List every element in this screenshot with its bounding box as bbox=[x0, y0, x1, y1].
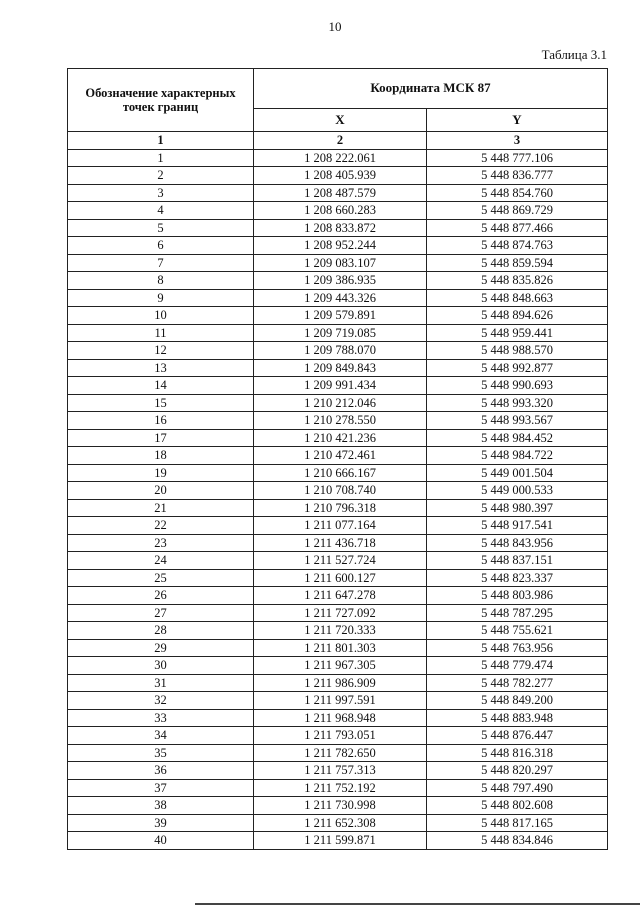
y-coordinate-cell: 5 448 959.441 bbox=[427, 324, 608, 342]
point-number-cell: 32 bbox=[68, 692, 254, 710]
point-number-cell: 35 bbox=[68, 744, 254, 762]
y-coordinate-cell: 5 448 848.663 bbox=[427, 289, 608, 307]
table-row bbox=[68, 289, 608, 307]
point-number-cell: 11 bbox=[68, 324, 254, 342]
header-coordinate-system: Координата МСК 87 bbox=[254, 69, 608, 109]
x-coordinate-cell: 1 211 527.724 bbox=[254, 552, 427, 570]
y-coordinate-cell: 5 448 777.106 bbox=[427, 149, 608, 167]
y-coordinate-cell: 5 449 001.504 bbox=[427, 464, 608, 482]
table-row bbox=[68, 237, 608, 255]
x-coordinate-cell: 1 209 386.935 bbox=[254, 272, 427, 290]
x-coordinate-cell: 1 211 801.303 bbox=[254, 639, 427, 657]
point-number-cell: 9 bbox=[68, 289, 254, 307]
x-coordinate-cell: 1 210 472.461 bbox=[254, 447, 427, 465]
point-number-cell: 15 bbox=[68, 394, 254, 412]
coordinates-table bbox=[67, 68, 608, 850]
table-row bbox=[68, 534, 608, 552]
y-coordinate-cell: 5 449 000.533 bbox=[427, 482, 608, 500]
x-coordinate-cell: 1 208 405.939 bbox=[254, 167, 427, 185]
x-coordinate-cell: 1 208 222.061 bbox=[254, 149, 427, 167]
y-coordinate-cell: 5 448 876.447 bbox=[427, 727, 608, 745]
y-coordinate-cell: 5 448 755.621 bbox=[427, 622, 608, 640]
table-body bbox=[68, 149, 608, 849]
table-row bbox=[68, 744, 608, 762]
point-number-cell: 38 bbox=[68, 797, 254, 815]
y-coordinate-cell: 5 448 823.337 bbox=[427, 569, 608, 587]
table-row bbox=[68, 324, 608, 342]
y-coordinate-cell: 5 448 883.948 bbox=[427, 709, 608, 727]
y-coordinate-cell: 5 448 779.474 bbox=[427, 657, 608, 675]
point-number-cell: 26 bbox=[68, 587, 254, 605]
x-coordinate-cell: 1 211 077.164 bbox=[254, 517, 427, 535]
point-number-cell: 1 bbox=[68, 149, 254, 167]
x-coordinate-cell: 1 209 579.891 bbox=[254, 307, 427, 325]
x-coordinate-cell: 1 210 212.046 bbox=[254, 394, 427, 412]
y-coordinate-cell: 5 448 980.397 bbox=[427, 499, 608, 517]
point-number-cell: 23 bbox=[68, 534, 254, 552]
table-row bbox=[68, 639, 608, 657]
table-row bbox=[68, 797, 608, 815]
x-coordinate-cell: 1 208 660.283 bbox=[254, 202, 427, 220]
table-row bbox=[68, 219, 608, 237]
x-coordinate-cell: 1 211 968.948 bbox=[254, 709, 427, 727]
y-coordinate-cell: 5 448 797.490 bbox=[427, 779, 608, 797]
x-coordinate-cell: 1 208 487.579 bbox=[254, 184, 427, 202]
table-row bbox=[68, 517, 608, 535]
y-coordinate-cell: 5 448 782.277 bbox=[427, 674, 608, 692]
x-coordinate-cell: 1 211 793.051 bbox=[254, 727, 427, 745]
point-number-cell: 27 bbox=[68, 604, 254, 622]
x-coordinate-cell: 1 209 443.326 bbox=[254, 289, 427, 307]
x-coordinate-cell: 1 208 952.244 bbox=[254, 237, 427, 255]
y-coordinate-cell: 5 448 803.986 bbox=[427, 587, 608, 605]
x-coordinate-cell: 1 208 833.872 bbox=[254, 219, 427, 237]
table-row bbox=[68, 447, 608, 465]
y-coordinate-cell: 5 448 990.693 bbox=[427, 377, 608, 395]
table-row bbox=[68, 499, 608, 517]
point-number-cell: 6 bbox=[68, 237, 254, 255]
y-coordinate-cell: 5 448 837.151 bbox=[427, 552, 608, 570]
y-coordinate-cell: 5 448 816.318 bbox=[427, 744, 608, 762]
table-row bbox=[68, 482, 608, 500]
point-number-cell: 21 bbox=[68, 499, 254, 517]
header-y: Y bbox=[427, 109, 608, 132]
x-coordinate-cell: 1 211 436.718 bbox=[254, 534, 427, 552]
x-coordinate-cell: 1 211 600.127 bbox=[254, 569, 427, 587]
point-number-cell: 14 bbox=[68, 377, 254, 395]
table-row bbox=[68, 692, 608, 710]
point-number-cell: 2 bbox=[68, 167, 254, 185]
header-col-number: 2 bbox=[254, 132, 427, 150]
x-coordinate-cell: 1 211 757.313 bbox=[254, 762, 427, 780]
point-number-cell: 20 bbox=[68, 482, 254, 500]
point-number-cell: 16 bbox=[68, 412, 254, 430]
y-coordinate-cell: 5 448 849.200 bbox=[427, 692, 608, 710]
point-number-cell: 29 bbox=[68, 639, 254, 657]
x-coordinate-cell: 1 211 752.192 bbox=[254, 779, 427, 797]
header-x: X bbox=[254, 109, 427, 132]
point-number-cell: 22 bbox=[68, 517, 254, 535]
x-coordinate-cell: 1 209 719.085 bbox=[254, 324, 427, 342]
point-number-cell: 5 bbox=[68, 219, 254, 237]
table-row bbox=[68, 674, 608, 692]
table-row bbox=[68, 412, 608, 430]
table-row bbox=[68, 552, 608, 570]
point-number-cell: 24 bbox=[68, 552, 254, 570]
table-row bbox=[68, 814, 608, 832]
y-coordinate-cell: 5 448 817.165 bbox=[427, 814, 608, 832]
table-row bbox=[68, 202, 608, 220]
point-number-cell: 19 bbox=[68, 464, 254, 482]
x-coordinate-cell: 1 211 727.092 bbox=[254, 604, 427, 622]
point-number-cell: 3 bbox=[68, 184, 254, 202]
point-number-cell: 7 bbox=[68, 254, 254, 272]
x-coordinate-cell: 1 211 782.650 bbox=[254, 744, 427, 762]
x-coordinate-cell: 1 210 278.550 bbox=[254, 412, 427, 430]
table-row bbox=[68, 184, 608, 202]
point-number-cell: 28 bbox=[68, 622, 254, 640]
table-row bbox=[68, 464, 608, 482]
table-row bbox=[68, 272, 608, 290]
header-col-number: 3 bbox=[427, 132, 608, 150]
table-row bbox=[68, 587, 608, 605]
table-row bbox=[68, 604, 608, 622]
y-coordinate-cell: 5 448 992.877 bbox=[427, 359, 608, 377]
point-number-cell: 37 bbox=[68, 779, 254, 797]
y-coordinate-cell: 5 448 802.608 bbox=[427, 797, 608, 815]
x-coordinate-cell: 1 210 421.236 bbox=[254, 429, 427, 447]
x-coordinate-cell: 1 211 986.909 bbox=[254, 674, 427, 692]
point-number-cell: 10 bbox=[68, 307, 254, 325]
x-coordinate-cell: 1 211 720.333 bbox=[254, 622, 427, 640]
table-row bbox=[68, 832, 608, 850]
x-coordinate-cell: 1 211 599.871 bbox=[254, 832, 427, 850]
table-row bbox=[68, 167, 608, 185]
header-point-name: Обозначение характерных точек границ bbox=[68, 69, 254, 132]
table-row bbox=[68, 622, 608, 640]
x-coordinate-cell: 1 209 849.843 bbox=[254, 359, 427, 377]
y-coordinate-cell: 5 448 835.826 bbox=[427, 272, 608, 290]
table-row bbox=[68, 254, 608, 272]
table-row bbox=[68, 149, 608, 167]
table-row bbox=[68, 727, 608, 745]
table-row bbox=[68, 342, 608, 360]
x-coordinate-cell: 1 211 730.998 bbox=[254, 797, 427, 815]
y-coordinate-cell: 5 448 763.956 bbox=[427, 639, 608, 657]
y-coordinate-cell: 5 448 984.722 bbox=[427, 447, 608, 465]
y-coordinate-cell: 5 448 874.763 bbox=[427, 237, 608, 255]
point-number-cell: 13 bbox=[68, 359, 254, 377]
point-number-cell: 30 bbox=[68, 657, 254, 675]
point-number-cell: 40 bbox=[68, 832, 254, 850]
table-row bbox=[68, 779, 608, 797]
y-coordinate-cell: 5 448 917.541 bbox=[427, 517, 608, 535]
table-caption: Таблица 3.1 bbox=[541, 47, 607, 62]
y-coordinate-cell: 5 448 993.567 bbox=[427, 412, 608, 430]
point-number-cell: 8 bbox=[68, 272, 254, 290]
y-coordinate-cell: 5 448 836.777 bbox=[427, 167, 608, 185]
y-coordinate-cell: 5 448 854.760 bbox=[427, 184, 608, 202]
point-number-cell: 31 bbox=[68, 674, 254, 692]
x-coordinate-cell: 1 211 647.278 bbox=[254, 587, 427, 605]
table-row bbox=[68, 359, 608, 377]
y-coordinate-cell: 5 448 894.626 bbox=[427, 307, 608, 325]
table-row bbox=[68, 377, 608, 395]
point-number-cell: 34 bbox=[68, 727, 254, 745]
table-row bbox=[68, 569, 608, 587]
x-coordinate-cell: 1 211 652.308 bbox=[254, 814, 427, 832]
table-row bbox=[68, 657, 608, 675]
table-row bbox=[68, 429, 608, 447]
x-coordinate-cell: 1 210 708.740 bbox=[254, 482, 427, 500]
y-coordinate-cell: 5 448 984.452 bbox=[427, 429, 608, 447]
point-number-cell: 39 bbox=[68, 814, 254, 832]
x-coordinate-cell: 1 210 666.167 bbox=[254, 464, 427, 482]
header-col-number: 1 bbox=[68, 132, 254, 150]
y-coordinate-cell: 5 448 993.320 bbox=[427, 394, 608, 412]
y-coordinate-cell: 5 448 859.594 bbox=[427, 254, 608, 272]
page-number: 10 bbox=[328, 19, 342, 34]
point-number-cell: 12 bbox=[68, 342, 254, 360]
x-coordinate-cell: 1 209 788.070 bbox=[254, 342, 427, 360]
point-number-cell: 25 bbox=[68, 569, 254, 587]
point-number-cell: 33 bbox=[68, 709, 254, 727]
point-number-cell: 36 bbox=[68, 762, 254, 780]
point-number-cell: 17 bbox=[68, 429, 254, 447]
point-number-cell: 18 bbox=[68, 447, 254, 465]
y-coordinate-cell: 5 448 787.295 bbox=[427, 604, 608, 622]
x-coordinate-cell: 1 209 083.107 bbox=[254, 254, 427, 272]
x-coordinate-cell: 1 211 997.591 bbox=[254, 692, 427, 710]
y-coordinate-cell: 5 448 843.956 bbox=[427, 534, 608, 552]
table-row bbox=[68, 307, 608, 325]
table-row bbox=[68, 394, 608, 412]
point-number-cell: 4 bbox=[68, 202, 254, 220]
y-coordinate-cell: 5 448 834.846 bbox=[427, 832, 608, 850]
table-row bbox=[68, 709, 608, 727]
y-coordinate-cell: 5 448 877.466 bbox=[427, 219, 608, 237]
y-coordinate-cell: 5 448 820.297 bbox=[427, 762, 608, 780]
table-row bbox=[68, 762, 608, 780]
y-coordinate-cell: 5 448 988.570 bbox=[427, 342, 608, 360]
x-coordinate-cell: 1 211 967.305 bbox=[254, 657, 427, 675]
y-coordinate-cell: 5 448 869.729 bbox=[427, 202, 608, 220]
x-coordinate-cell: 1 209 991.434 bbox=[254, 377, 427, 395]
x-coordinate-cell: 1 210 796.318 bbox=[254, 499, 427, 517]
